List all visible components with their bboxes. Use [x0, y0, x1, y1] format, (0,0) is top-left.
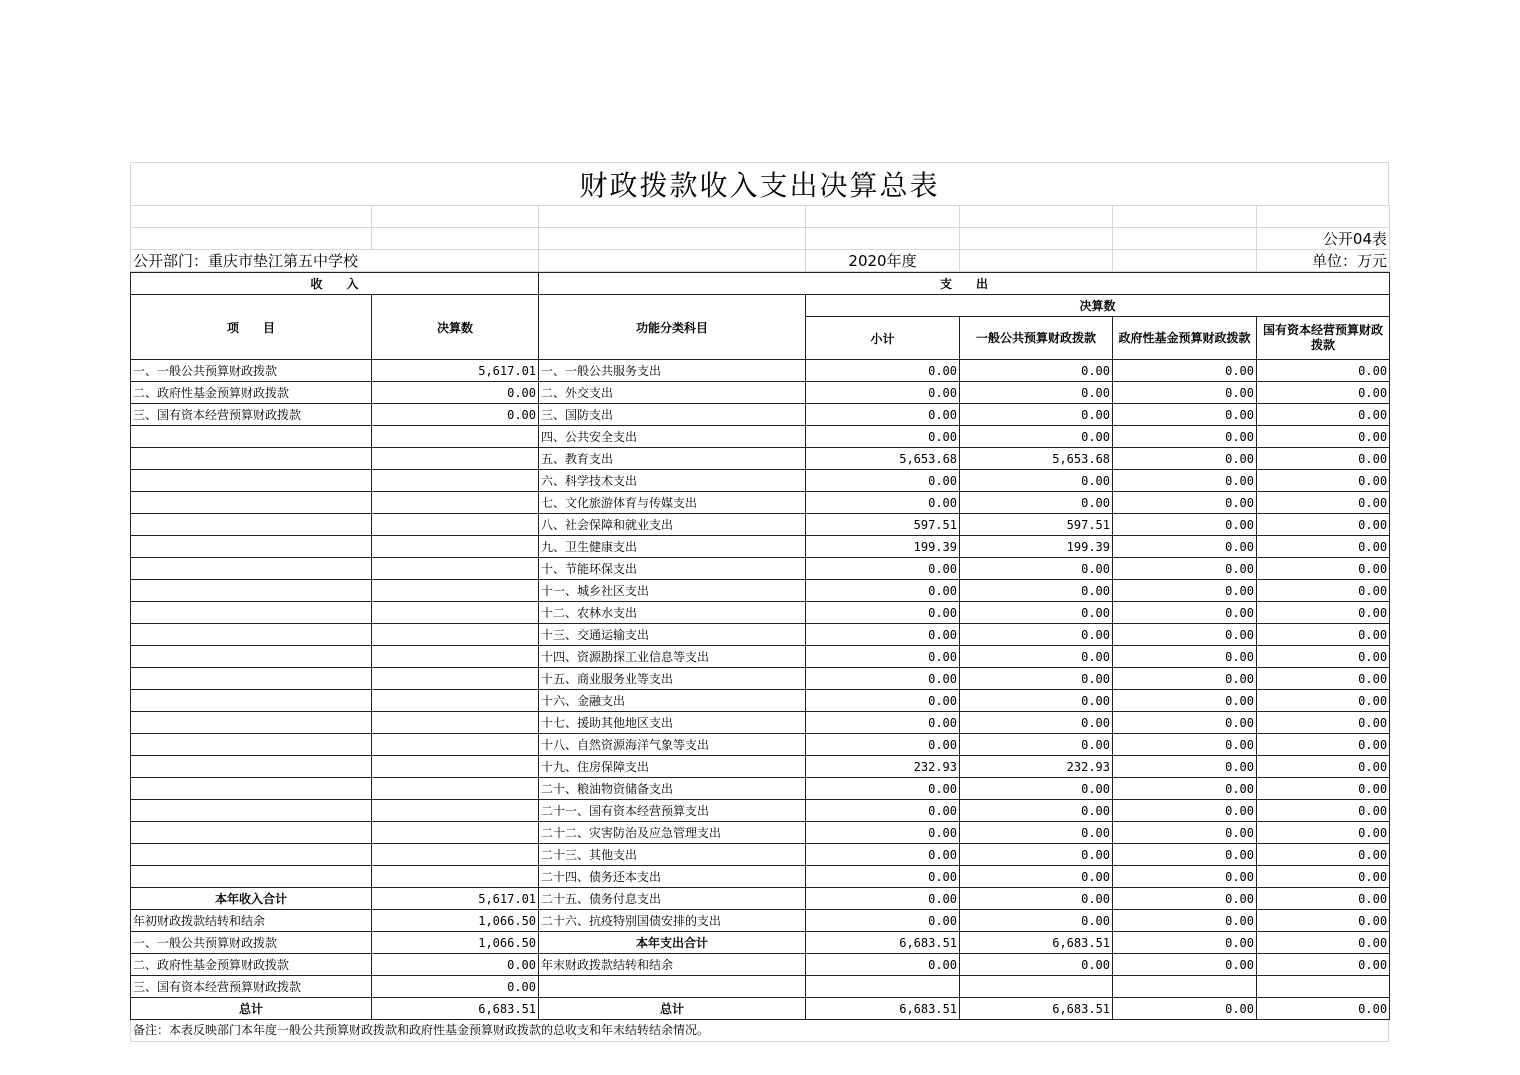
table-row [131, 888, 1390, 910]
fund-value: 0.00 [1113, 426, 1257, 448]
table-row [131, 514, 1390, 536]
expense-item: 十、节能环保支出 [539, 558, 806, 580]
general-value: 0.00 [960, 954, 1113, 976]
subtotal-value: 0.00 [806, 910, 960, 932]
table-row [131, 668, 1390, 690]
income-value [372, 602, 539, 624]
soe-value: 0.00 [1257, 426, 1390, 448]
expense-item: 年末财政拨款结转和结余 [539, 954, 806, 976]
expense-item: 九、卫生健康支出 [539, 536, 806, 558]
soe-value: 0.00 [1257, 712, 1390, 734]
expense-item: 本年支出合计 [539, 932, 806, 954]
subtotal-value: 0.00 [806, 954, 960, 976]
table-row [131, 536, 1390, 558]
general-value: 0.00 [960, 404, 1113, 426]
subtotal-value: 0.00 [806, 734, 960, 756]
income-value [372, 536, 539, 558]
soe-value: 0.00 [1257, 756, 1390, 778]
subtotal-value: 0.00 [806, 580, 960, 602]
general-value: 597.51 [960, 514, 1113, 536]
soe-value: 0.00 [1257, 932, 1390, 954]
income-value: 0.00 [372, 976, 539, 998]
fund-value: 0.00 [1113, 866, 1257, 888]
table-number: 公开04表 [1257, 228, 1390, 250]
expense-item: 二十四、债务还本支出 [539, 866, 806, 888]
subtotal-value: 0.00 [806, 888, 960, 910]
soe-value: 0.00 [1257, 602, 1390, 624]
general-value: 0.00 [960, 470, 1113, 492]
income-item: 一、一般公共预算财政拨款 [131, 360, 372, 382]
fund-value: 0.00 [1113, 624, 1257, 646]
expense-item: 二十二、灾害防治及应急管理支出 [539, 822, 806, 844]
table-row [131, 734, 1390, 756]
income-value [372, 558, 539, 580]
income-value [372, 844, 539, 866]
fund-value: 0.00 [1113, 778, 1257, 800]
income-item: 二、政府性基金预算财政拨款 [131, 382, 372, 404]
expense-item: 十三、交通运输支出 [539, 624, 806, 646]
subtotal-value [806, 976, 960, 998]
general-value: 0.00 [960, 888, 1113, 910]
table-row [131, 404, 1390, 426]
general-value: 0.00 [960, 778, 1113, 800]
soe-value: 0.00 [1257, 668, 1390, 690]
expense-item: 十九、住房保障支出 [539, 756, 806, 778]
subtotal-value: 6,683.51 [806, 998, 960, 1020]
general-value: 232.93 [960, 756, 1113, 778]
general-value: 0.00 [960, 492, 1113, 514]
subtotal-value: 0.00 [806, 778, 960, 800]
income-value [372, 448, 539, 470]
subtotal-value: 0.00 [806, 646, 960, 668]
subtotal-header: 小计 [806, 317, 960, 360]
income-item: 总计 [131, 998, 372, 1020]
income-value [372, 822, 539, 844]
expense-item: 二十一、国有资本经营预算支出 [539, 800, 806, 822]
fund-value: 0.00 [1113, 536, 1257, 558]
income-header: 收 入 [131, 273, 539, 295]
expense-item: 二十六、抗疫特别国债安排的支出 [539, 910, 806, 932]
subtotal-value: 0.00 [806, 712, 960, 734]
expense-item: 八、社会保障和就业支出 [539, 514, 806, 536]
table-row [131, 624, 1390, 646]
expense-item: 六、科学技术支出 [539, 470, 806, 492]
income-item [131, 778, 372, 800]
income-item [131, 602, 372, 624]
income-item: 二、政府性基金预算财政拨款 [131, 954, 372, 976]
table-row [131, 866, 1390, 888]
fund-value: 0.00 [1113, 448, 1257, 470]
subtotal-value: 0.00 [806, 470, 960, 492]
fund-value: 0.00 [1113, 844, 1257, 866]
soe-value: 0.00 [1257, 998, 1390, 1020]
income-item [131, 734, 372, 756]
income-item [131, 580, 372, 602]
function-header: 功能分类科目 [539, 295, 806, 360]
fund-value: 0.00 [1113, 712, 1257, 734]
fund-value: 0.00 [1113, 404, 1257, 426]
table-row [131, 580, 1390, 602]
general-value: 0.00 [960, 646, 1113, 668]
income-value [372, 690, 539, 712]
fund-value: 0.00 [1113, 382, 1257, 404]
report-container [130, 162, 1389, 1042]
soe-value: 0.00 [1257, 492, 1390, 514]
income-item [131, 514, 372, 536]
subtotal-value: 0.00 [806, 558, 960, 580]
subtotal-value: 0.00 [806, 404, 960, 426]
income-item: 三、国有资本经营预算财政拨款 [131, 404, 372, 426]
table-row [131, 360, 1390, 382]
income-value: 0.00 [372, 382, 539, 404]
subtotal-value: 0.00 [806, 800, 960, 822]
fund-budget-header: 政府性基金预算财政拨款 [1113, 317, 1257, 360]
general-value: 0.00 [960, 624, 1113, 646]
soe-value: 0.00 [1257, 536, 1390, 558]
subtotal-value: 232.93 [806, 756, 960, 778]
income-value [372, 514, 539, 536]
fund-value: 0.00 [1113, 822, 1257, 844]
general-value: 0.00 [960, 910, 1113, 932]
soe-budget-header: 国有资本经营预算财政拨款 [1257, 317, 1390, 360]
soe-value: 0.00 [1257, 382, 1390, 404]
fund-value [1113, 976, 1257, 998]
subtotal-value: 0.00 [806, 602, 960, 624]
income-value: 0.00 [372, 404, 539, 426]
table-row [131, 800, 1390, 822]
subtotal-value: 5,653.68 [806, 448, 960, 470]
subtotal-value: 0.00 [806, 382, 960, 404]
soe-value: 0.00 [1257, 954, 1390, 976]
page-title: 财政拨款收入支出决算总表 [579, 169, 940, 202]
subtotal-value: 0.00 [806, 866, 960, 888]
general-value: 0.00 [960, 360, 1113, 382]
general-value: 0.00 [960, 558, 1113, 580]
general-value: 5,653.68 [960, 448, 1113, 470]
expense-item: 七、文化旅游体育与传媒支出 [539, 492, 806, 514]
general-value: 0.00 [960, 822, 1113, 844]
table-row [131, 646, 1390, 668]
income-value [372, 800, 539, 822]
income-item [131, 712, 372, 734]
fund-value: 0.00 [1113, 668, 1257, 690]
general-value: 0.00 [960, 712, 1113, 734]
fund-value: 0.00 [1113, 646, 1257, 668]
income-item [131, 624, 372, 646]
table-row [131, 910, 1390, 932]
expense-item: 一、一般公共服务支出 [539, 360, 806, 382]
income-item [131, 426, 372, 448]
subtotal-value: 0.00 [806, 624, 960, 646]
soe-value: 0.00 [1257, 690, 1390, 712]
income-value [372, 492, 539, 514]
fund-value: 0.00 [1113, 910, 1257, 932]
income-item [131, 470, 372, 492]
fund-value: 0.00 [1113, 998, 1257, 1020]
expense-item: 五、教育支出 [539, 448, 806, 470]
expense-item: 十七、援助其他地区支出 [539, 712, 806, 734]
fund-value: 0.00 [1113, 360, 1257, 382]
income-value: 6,683.51 [372, 998, 539, 1020]
table-row [131, 470, 1390, 492]
income-item: 一、一般公共预算财政拨款 [131, 932, 372, 954]
expense-item: 二十五、债务付息支出 [539, 888, 806, 910]
subtotal-value: 199.39 [806, 536, 960, 558]
income-item [131, 690, 372, 712]
table-row [131, 426, 1390, 448]
income-item [131, 558, 372, 580]
expense-item: 十八、自然资源海洋气象等支出 [539, 734, 806, 756]
general-value: 0.00 [960, 734, 1113, 756]
table-row [131, 998, 1390, 1020]
income-item: 年初财政拨款结转和结余 [131, 910, 372, 932]
expense-item: 十一、城乡社区支出 [539, 580, 806, 602]
subtotal-value: 0.00 [806, 492, 960, 514]
title-row [130, 162, 1389, 205]
general-value: 0.00 [960, 866, 1113, 888]
income-item [131, 800, 372, 822]
expense-item: 二十、粮油物资储备支出 [539, 778, 806, 800]
unit-label: 单位：万元 [1257, 250, 1390, 272]
income-value [372, 646, 539, 668]
income-item [131, 646, 372, 668]
general-value: 0.00 [960, 580, 1113, 602]
soe-value: 0.00 [1257, 844, 1390, 866]
table-row [131, 778, 1390, 800]
subtotal-value: 0.00 [806, 360, 960, 382]
fund-value: 0.00 [1113, 558, 1257, 580]
soe-value: 0.00 [1257, 360, 1390, 382]
soe-value: 0.00 [1257, 470, 1390, 492]
income-item: 本年收入合计 [131, 888, 372, 910]
general-value: 0.00 [960, 602, 1113, 624]
table-row [131, 844, 1390, 866]
expense-item: 十六、金融支出 [539, 690, 806, 712]
expense-item [539, 976, 806, 998]
soe-value: 0.00 [1257, 646, 1390, 668]
subtotal-value: 0.00 [806, 822, 960, 844]
general-value: 0.00 [960, 668, 1113, 690]
income-value [372, 624, 539, 646]
fund-value: 0.00 [1113, 734, 1257, 756]
income-value [372, 734, 539, 756]
table-row [131, 822, 1390, 844]
income-item [131, 866, 372, 888]
soe-value: 0.00 [1257, 624, 1390, 646]
table-row [131, 382, 1390, 404]
budget-table [130, 272, 1390, 1020]
subtotal-value: 0.00 [806, 690, 960, 712]
income-value: 1,066.50 [372, 932, 539, 954]
subtotal-value: 597.51 [806, 514, 960, 536]
general-value [960, 976, 1113, 998]
expense-item: 二十三、其他支出 [539, 844, 806, 866]
income-item [131, 822, 372, 844]
income-item: 三、国有资本经营预算财政拨款 [131, 976, 372, 998]
income-value: 5,617.01 [372, 360, 539, 382]
income-value: 1,066.50 [372, 910, 539, 932]
general-value: 0.00 [960, 844, 1113, 866]
income-value: 5,617.01 [372, 888, 539, 910]
expense-item: 总计 [539, 998, 806, 1020]
subtotal-value: 6,683.51 [806, 932, 960, 954]
income-value [372, 668, 539, 690]
fund-value: 0.00 [1113, 602, 1257, 624]
general-value: 199.39 [960, 536, 1113, 558]
footnote: 备注：本表反映部门本年度一般公共预算财政拨款和政府性基金预算财政拨款的总收支和年末结转结余情况。 [130, 1020, 1389, 1042]
table-row [131, 690, 1390, 712]
soe-value: 0.00 [1257, 822, 1390, 844]
general-value: 0.00 [960, 800, 1113, 822]
table-row [131, 954, 1390, 976]
general-value: 0.00 [960, 426, 1113, 448]
fund-value: 0.00 [1113, 756, 1257, 778]
soe-value [1257, 976, 1390, 998]
income-value [372, 426, 539, 448]
income-value [372, 712, 539, 734]
subtotal-value: 0.00 [806, 426, 960, 448]
fund-value: 0.00 [1113, 954, 1257, 976]
soe-value: 0.00 [1257, 888, 1390, 910]
income-value [372, 866, 539, 888]
fund-value: 0.00 [1113, 514, 1257, 536]
table-row [131, 712, 1390, 734]
fund-value: 0.00 [1113, 888, 1257, 910]
meta-table [130, 205, 1390, 272]
income-item [131, 756, 372, 778]
table-row [131, 602, 1390, 624]
year-label: 2020年度 [806, 250, 960, 272]
soe-value: 0.00 [1257, 910, 1390, 932]
table-row [131, 976, 1390, 998]
subtotal-value: 0.00 [806, 668, 960, 690]
fund-value: 0.00 [1113, 492, 1257, 514]
income-value [372, 470, 539, 492]
general-value: 0.00 [960, 382, 1113, 404]
fund-value: 0.00 [1113, 580, 1257, 602]
expense-item: 四、公共安全支出 [539, 426, 806, 448]
soe-value: 0.00 [1257, 514, 1390, 536]
income-item [131, 492, 372, 514]
table-row [131, 448, 1390, 470]
general-value: 0.00 [960, 690, 1113, 712]
income-value [372, 756, 539, 778]
fund-value: 0.00 [1113, 470, 1257, 492]
soe-value: 0.00 [1257, 558, 1390, 580]
table-row [131, 932, 1390, 954]
subtotal-value: 0.00 [806, 844, 960, 866]
income-value: 0.00 [372, 954, 539, 976]
soe-value: 0.00 [1257, 800, 1390, 822]
income-value [372, 778, 539, 800]
soe-value: 0.00 [1257, 404, 1390, 426]
expense-item: 十二、农林水支出 [539, 602, 806, 624]
income-final-header: 决算数 [372, 295, 539, 360]
expense-item: 三、国防支出 [539, 404, 806, 426]
income-item [131, 844, 372, 866]
general-value: 6,683.51 [960, 932, 1113, 954]
soe-value: 0.00 [1257, 866, 1390, 888]
fund-value: 0.00 [1113, 690, 1257, 712]
soe-value: 0.00 [1257, 778, 1390, 800]
expense-header: 支 出 [539, 273, 1390, 295]
fund-value: 0.00 [1113, 800, 1257, 822]
fund-value: 0.00 [1113, 932, 1257, 954]
soe-value: 0.00 [1257, 734, 1390, 756]
expense-item: 十五、商业服务业等支出 [539, 668, 806, 690]
general-budget-header: 一般公共预算财政拨款 [960, 317, 1113, 360]
expense-item: 二、外交支出 [539, 382, 806, 404]
item-header: 项 目 [131, 295, 372, 360]
general-value: 6,683.51 [960, 998, 1113, 1020]
expense-final-header: 决算数 [806, 295, 1390, 317]
table-row [131, 756, 1390, 778]
soe-value: 0.00 [1257, 448, 1390, 470]
expense-item: 十四、资源勘探工业信息等支出 [539, 646, 806, 668]
income-item [131, 448, 372, 470]
table-row [131, 558, 1390, 580]
income-item [131, 668, 372, 690]
department-label: 公开部门：重庆市垫江第五中学校 [131, 250, 539, 272]
soe-value: 0.00 [1257, 580, 1390, 602]
income-value [372, 580, 539, 602]
table-row [131, 492, 1390, 514]
income-item [131, 536, 372, 558]
